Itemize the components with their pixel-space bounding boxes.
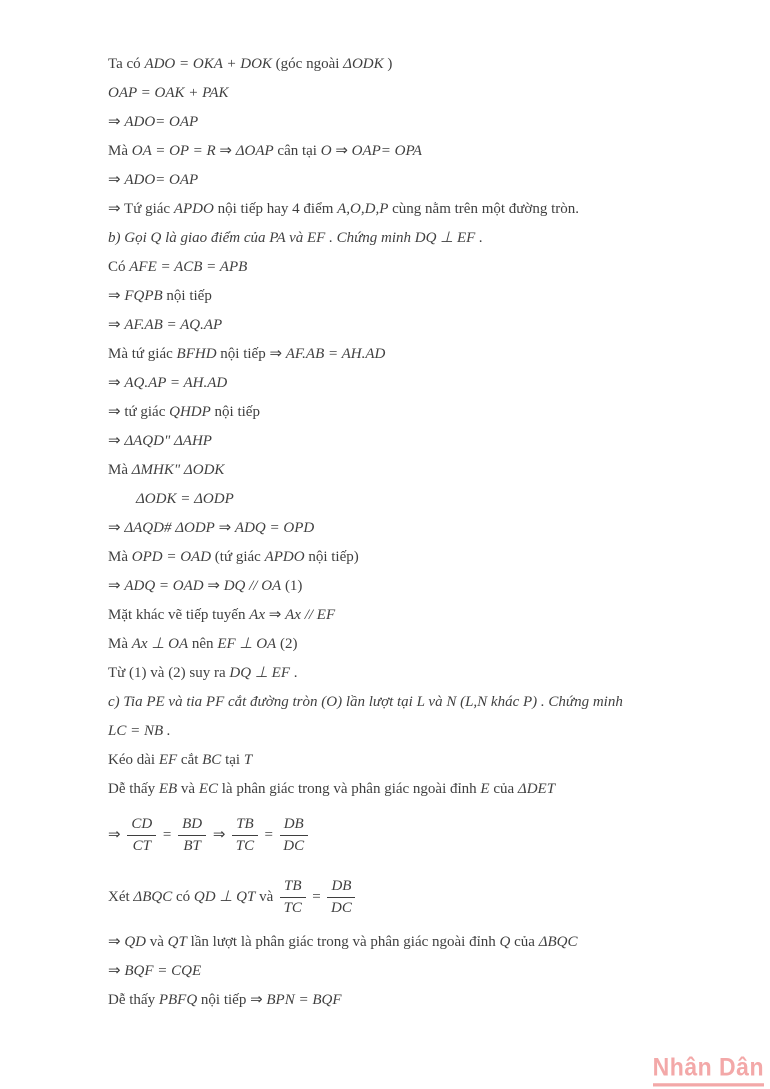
math-text: ΔAQD" ΔAHP [124,433,212,449]
math-text: QHDP [169,404,211,420]
plain-text: LC = NB . [108,723,171,739]
math-text: AF.AB = AH.AD [285,346,386,362]
math-text: E [480,781,490,797]
math-text: ADO= OAP [124,172,199,188]
plain-text: có [172,889,194,905]
math-text: AFE = ACB = APB [129,259,248,275]
math-text: BPN = BQF [266,992,342,1008]
plain-text: b) Gọi Q là giao điểm của PA và EF . Chứng minh DQ ⊥ EF . [108,230,483,246]
plain-text: ⇒ [108,172,125,188]
plain-text: nội tiếp hay 4 điểm [213,201,338,217]
plain-text: Mà [108,549,132,565]
math-text: APDO [264,549,305,565]
plain-text: ⇒ [108,827,125,843]
plain-text: (2) [276,636,298,652]
plain-text: ⇒ [108,114,125,130]
math-text: QD [124,934,146,950]
plain-text: ⇒ [108,317,125,333]
plain-text: cùng nằm trên một đường tròn. [388,201,580,217]
plain-text: ⇒ tứ giác [108,404,170,420]
plain-text: cân tại [273,143,321,159]
plain-text: và [255,889,277,905]
plain-text: ⇒ [203,578,224,594]
plain-text: ⇒ [108,288,125,304]
fraction: $\frac{DB}{DC}$ [327,877,355,918]
plain-text: Mặt khác vẽ tiếp tuyến [108,607,250,623]
math-text: ΔODK [343,56,384,72]
text-line [108,433,724,449]
text-line [108,752,724,768]
math-text: ADQ = OPD [234,520,315,536]
text-line [108,346,724,362]
plain-text: ⇒ [108,963,125,979]
plain-text: và [146,934,168,950]
math-text: BQF = CQE [124,963,202,979]
math-text: AF.AB = AQ.AP [124,317,223,333]
math-text: EF [158,752,178,768]
solution-text [108,56,724,1021]
text-line [108,288,724,304]
text-line [108,992,724,1008]
text-line [108,404,724,420]
solution-lines [108,56,724,1008]
plain-text: và [177,781,199,797]
plain-text: tại [221,752,244,768]
text-line [108,607,724,623]
math-text: EB [158,781,178,797]
plain-text: Có [108,259,130,275]
plain-text: ⇒ [209,827,230,843]
text-line [108,85,724,101]
plain-text: nên [188,636,218,652]
plain-text: của [510,934,539,950]
text-line [108,230,724,246]
plain-text: ⇒ [108,578,125,594]
math-text: PBFQ [158,992,198,1008]
math-text: Q [499,934,511,950]
math-text: QT [167,934,187,950]
fraction: $\frac{TB}{TC}$ [280,877,306,918]
math-text: ΔAQD# ΔODP [124,520,215,536]
math-text: EC [198,781,218,797]
text-line [108,462,724,478]
fraction: $\frac{BD}{BT}$ [178,815,206,856]
plain-text: ⇒ [108,934,125,950]
plain-text: = [308,889,325,905]
text-line [108,549,724,565]
nhan-dan-logo: Nhân Dân [653,1053,764,1086]
text-line [108,934,724,950]
text-line [108,375,724,391]
math-text: T [243,752,253,768]
math-text: ΔBQC [538,934,578,950]
math-text: QD ⊥ QT [193,889,256,905]
plain-text: Mà [108,462,132,478]
plain-text: Xét [108,889,134,905]
plain-text: ⇒ [265,607,286,623]
text-line [108,259,724,275]
plain-text: Mà [108,143,132,159]
plain-text: = [260,827,277,843]
text-line [108,578,724,594]
plain-text: Dễ thấy [108,781,159,797]
text-line [108,201,724,217]
fraction: $\frac{DB}{DC}$ [280,815,308,856]
math-text: OPD = OAD [131,549,212,565]
plain-text: . [289,665,298,681]
plain-text: Mà tứ giác [108,346,177,362]
text-line [108,781,724,797]
text-line [108,143,724,159]
fraction: $\frac{CD}{CT}$ [127,815,156,856]
text-line [108,114,724,130]
plain-text: cắt [177,752,203,768]
math-text: OAP= OPA [351,143,422,159]
text-line [108,520,724,536]
plain-text: ⇒ [108,520,125,536]
text-line [108,694,724,710]
math-text: DQ ⊥ EF [229,665,290,681]
plain-text: (tứ giác [211,549,265,565]
math-text: A,O,D,P [337,201,389,217]
math-text: ΔBQC [133,889,173,905]
plain-text: = [159,827,176,843]
text-line [108,317,724,333]
math-text: Ax // EF [285,607,336,623]
plain-text: nội tiếp) [304,549,359,565]
math-text: AQ.AP = AH.AD [124,375,228,391]
text-line [108,665,724,681]
plain-text: của [489,781,518,797]
math-text: ΔODK = ΔODP [136,491,234,507]
plain-text: lần lượt là phân giác trong và phân giác ngoài đỉnh [186,934,500,950]
text-line [108,872,724,922]
plain-text: (1) [281,578,303,594]
math-text: ADO = OKA + DOK [144,56,272,72]
plain-text: (góc ngoài [271,56,344,72]
plain-text: ⇒ [214,520,235,536]
text-line [108,963,724,979]
math-text: BC [202,752,222,768]
plain-text: Từ (1) và (2) suy ra [108,665,230,681]
plain-text: c) Tia PE và tia PF cắt đường tròn (O) lần lượt tại L và N (L,N khác P) . Chứng minh [108,694,623,710]
plain-text: ⇒ [331,143,352,159]
text-line [108,636,724,652]
plain-text: là phân giác trong và phân giác ngoài đỉnh [218,781,481,797]
math-text: APDO [173,201,214,217]
fraction: $\frac{TB}{TC}$ [232,815,258,856]
plain-text: ⇒ [108,375,125,391]
math-text: FQPB [124,288,163,304]
math-text: ADO= OAP [124,114,199,130]
plain-text: nội tiếp ⇒ [216,346,286,362]
text-line [108,723,724,739]
math-text: ADQ = OAD [124,578,204,594]
plain-text: Kéo dài [108,752,159,768]
math-text: ΔOAP [235,143,274,159]
math-text: O [320,143,332,159]
math-text: ΔDET [517,781,556,797]
math-text: Ax [249,607,266,623]
text-line [108,491,724,507]
text-line [108,810,724,860]
math-text: OAP = OAK + PAK [108,85,229,101]
plain-text: ) [383,56,393,72]
plain-text: ⇒ Tứ giác [108,201,174,217]
math-text: EF ⊥ OA [217,636,277,652]
math-text: Ax ⊥ OA [131,636,189,652]
math-text: DQ // OA [223,578,282,594]
plain-text: nội tiếp [162,288,212,304]
plain-text: ⇒ [215,143,236,159]
plain-text: Ta có [108,56,145,72]
math-text: BFHD [176,346,217,362]
plain-text: nội tiếp [210,404,260,420]
text-line [108,56,724,72]
plain-text: nội tiếp ⇒ [197,992,267,1008]
plain-text: Dễ thấy [108,992,159,1008]
plain-text: Mà [108,636,132,652]
text-line [108,172,724,188]
math-text: OA = OP = R [131,143,216,159]
plain-text: ⇒ [108,433,125,449]
math-text: ΔMHK" ΔODK [131,462,225,478]
